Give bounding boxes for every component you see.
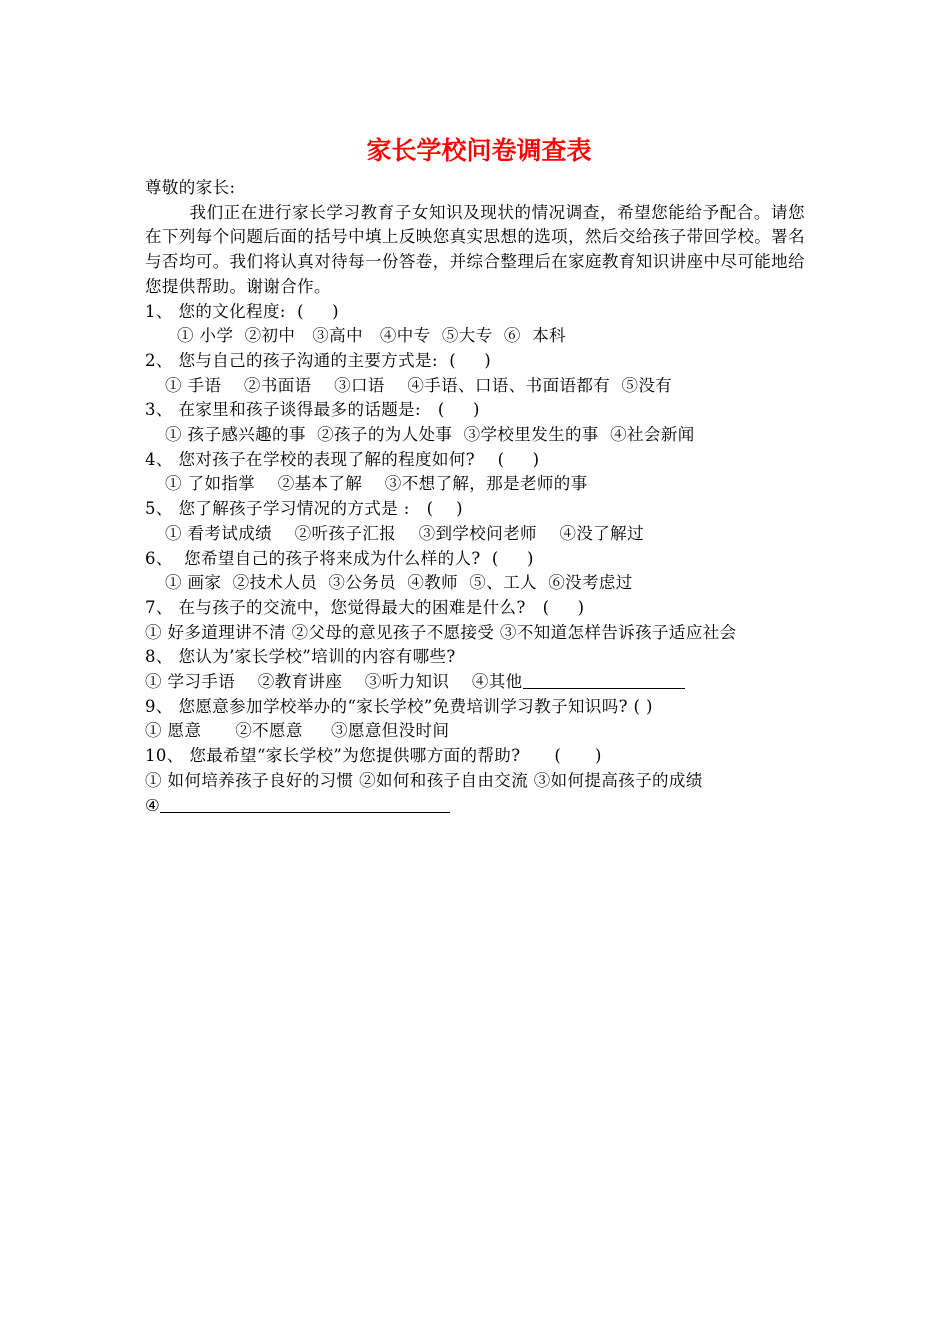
question-2: 2、 您与自己的孩子沟通的主要方式是: ( ) <box>145 350 492 370</box>
document-title: 家长学校问卷调查表 <box>366 138 592 165</box>
options-3: ① 孩子感兴趣的事 ②孩子的为人处事 ③学校里发生的事 ④社会新闻 <box>165 425 695 445</box>
question-9: 9、 您愿意参加学校举办的“家长学校”免费培训学习教子知识吗? ( ) <box>145 696 653 716</box>
options-7: ① 好多道理讲不清 ②父母的意见孩子不愿接受 ③不知道怎样告诉孩子适应社会 <box>145 622 737 642</box>
options-4: ① 了如指掌 ②基本了解 ③不想了解，那是老师的事 <box>165 474 588 494</box>
question-5: 5、 您了解孩子学习情况的方式是 : ( ) <box>145 499 463 519</box>
other-help-blank[interactable] <box>160 794 450 813</box>
options-8-text: ① 学习手语 ②教育讲座 ③听力知识 ④其他 <box>145 672 523 692</box>
question-6: 6、 您希望自己的孩子将来成为什么样的人? ( ) <box>145 548 534 568</box>
options-6: ① 画家 ②技术人员 ③公务员 ④教师 ⑤、工人 ⑥没考虑过 <box>165 573 633 593</box>
options-5: ① 看考试成绩 ②听孩子汇报 ③到学校问老师 ④没了解过 <box>165 523 644 543</box>
question-8: 8、 您认为’家长学校”培训的内容有哪些? <box>145 647 456 667</box>
question-10: 10、 您最希望“家长学校”为您提供哪方面的帮助? ( ) <box>145 746 602 766</box>
greeting: 尊敬的家长: <box>145 178 236 197</box>
question-7: 7、 在与孩子的交流中，您觉得最大的困难是什么? ( ) <box>145 597 585 617</box>
options-10-extra <box>145 794 805 819</box>
question-1: 1、 您的文化程度: ( ) <box>145 301 339 321</box>
options-1: ① 小学 ②初中 ③高中 ④中专 ⑤大专 ⑥ 本科 <box>177 326 566 346</box>
options-2: ① 手语 ②书面语 ③口语 ④手语、口语、书面语都有 ⑤没有 <box>165 375 673 395</box>
other-answer-blank[interactable] <box>523 670 685 689</box>
options-8 <box>145 670 805 695</box>
question-4: 4、 您对孩子在学校的表现了解的程度如何? ( ) <box>145 449 540 469</box>
questionnaire-page <box>145 134 805 818</box>
question-3: 3、 在家里和孩子谈得最多的话题是: ( ) <box>145 400 480 420</box>
option-4-marker: ④ <box>145 795 161 815</box>
options-10: ① 如何培养孩子良好的习惯 ②如何和孩子自由交流 ③如何提高孩子的成绩 <box>145 770 703 790</box>
options-9: ① 愿意 ②不愿意 ③愿意但没时间 <box>145 721 450 741</box>
intro-paragraph: 我们正在进行家长学习教育子女知识及现状的情况调查，希望您能给予配合。请您在下列每个问题后面的括号中填上反映您真实思想的选项，然后交给孩子带回学校。署名与否均可。我们将认真对待每一份答卷，并综合整理后在家庭教育知识讲座中尽可能地给您提供帮助。谢谢合作。 <box>145 202 805 296</box>
